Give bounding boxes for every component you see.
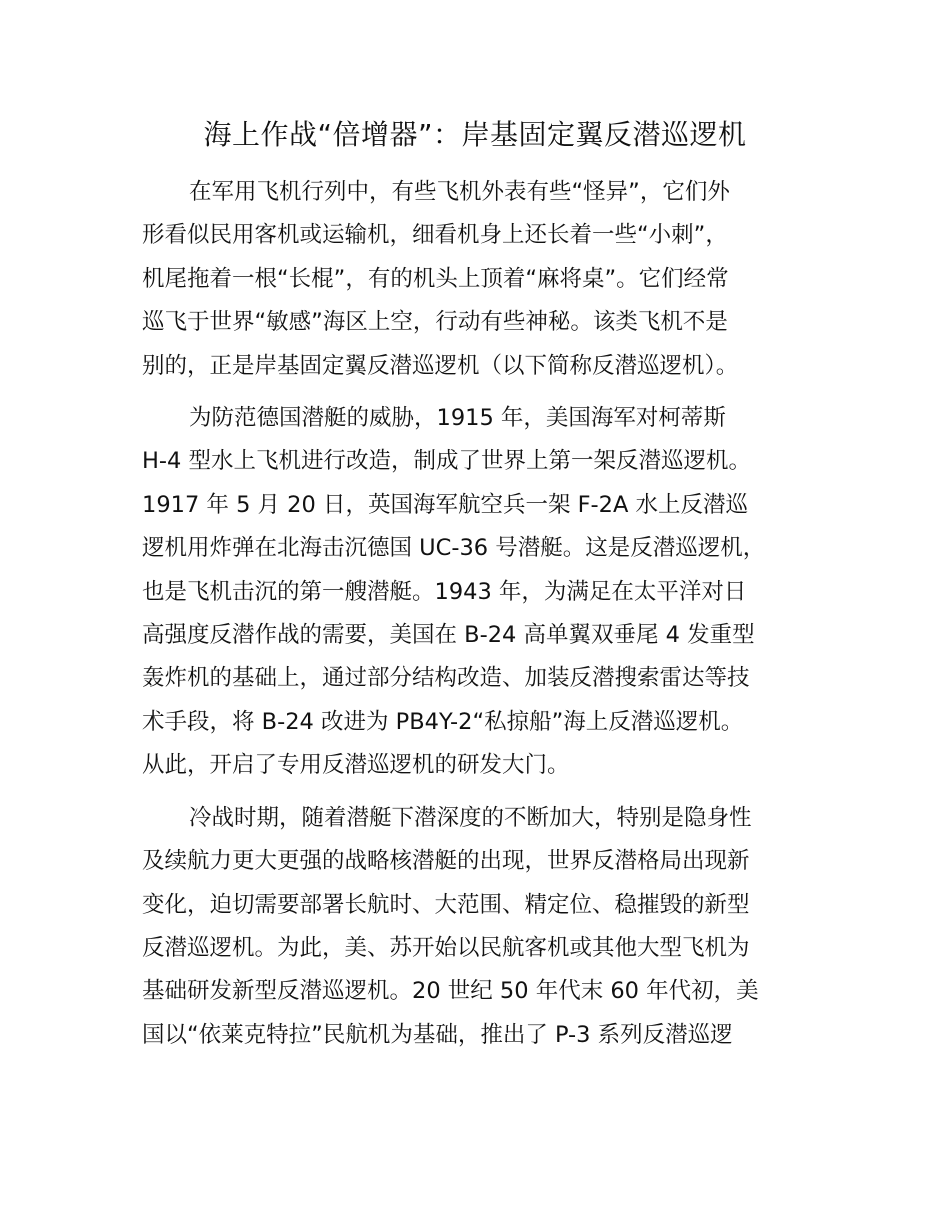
paragraph-cold-war — [142, 797, 822, 1057]
document-title: 海上作战“倍增器”：岸基固定翼反潜巡逻机 — [203, 118, 747, 151]
paragraph-line: 基础研发新型反潜巡逻机。20 世纪 50 年代末 60 年代初，美 — [142, 978, 759, 1005]
paragraph-intro — [142, 171, 822, 388]
paragraph-line: 也是飞机击沉的第一艘潜艇。1943 年，为满足在太平洋对日 — [142, 578, 747, 605]
paragraph-line: 及续航力更大更强的战略核潜艇的出现，世界反潜格局出现新 — [142, 848, 750, 875]
paragraph-line: 变化，迫切需要部署长航时、大范围、精定位、稳摧毁的新型 — [142, 891, 750, 918]
paragraph-line: H-4 型水上飞机进行改造，制成了世界上第一架反潜巡逻机。 — [142, 448, 752, 475]
paragraph-line: 巡飞于世界“敏感”海区上空，行动有些神秘。该类飞机不是 — [142, 309, 728, 336]
paragraph-line: 逻机用炸弹在北海击沉德国 UC-36 号潜艇。这是反潜巡逻机， — [142, 535, 766, 562]
paragraph-line: 1917 年 5 月 20 日，英国海军航空兵一架 F-2A 水上反潜巡 — [142, 491, 749, 518]
paragraph-line: 机尾拖着一根“长棍”，有的机头上顶着“麻将桌”。它们经常 — [142, 265, 729, 292]
paragraph-line: 为防范德国潜艇的威胁，1915 年，美国海军对柯蒂斯 — [189, 405, 726, 432]
paragraph-line: 国以“依莱克特拉”民航机为基础，推出了 P-3 系列反潜巡逻 — [142, 1021, 733, 1048]
paragraph-line: 从此，开启了专用反潜巡逻机的研发大门。 — [142, 752, 570, 779]
paragraph-line: 反潜巡逻机。为此，美、苏开始以民航客机或其他大型飞机为 — [142, 934, 750, 961]
paragraph-history — [142, 397, 822, 788]
paragraph-line: 形看似民用客机或运输机，细看机身上还长着一些“小刺”， — [142, 222, 728, 249]
document-body — [142, 171, 822, 1066]
paragraph-line: 高强度反潜作战的需要，美国在 B-24 高单翼双垂尾 4 发重型 — [142, 622, 755, 649]
paragraph-line: 冷战时期，随着潜艇下潜深度的不断加大，特别是隐身性 — [189, 804, 752, 831]
paragraph-line: 在军用飞机行列中，有些飞机外表有些“怪异”，它们外 — [189, 179, 730, 205]
paragraph-line: 轰炸机的基础上，通过部分结构改造、加装反潜搜索雷达等技 — [142, 665, 750, 692]
paragraph-line: 别的，正是岸基固定翼反潜巡逻机（以下简称反潜巡逻机）。 — [142, 352, 739, 379]
paragraph-line: 术手段，将 B-24 改进为 PB4Y-2“私掠船”海上反潜巡逻机。 — [142, 708, 744, 735]
